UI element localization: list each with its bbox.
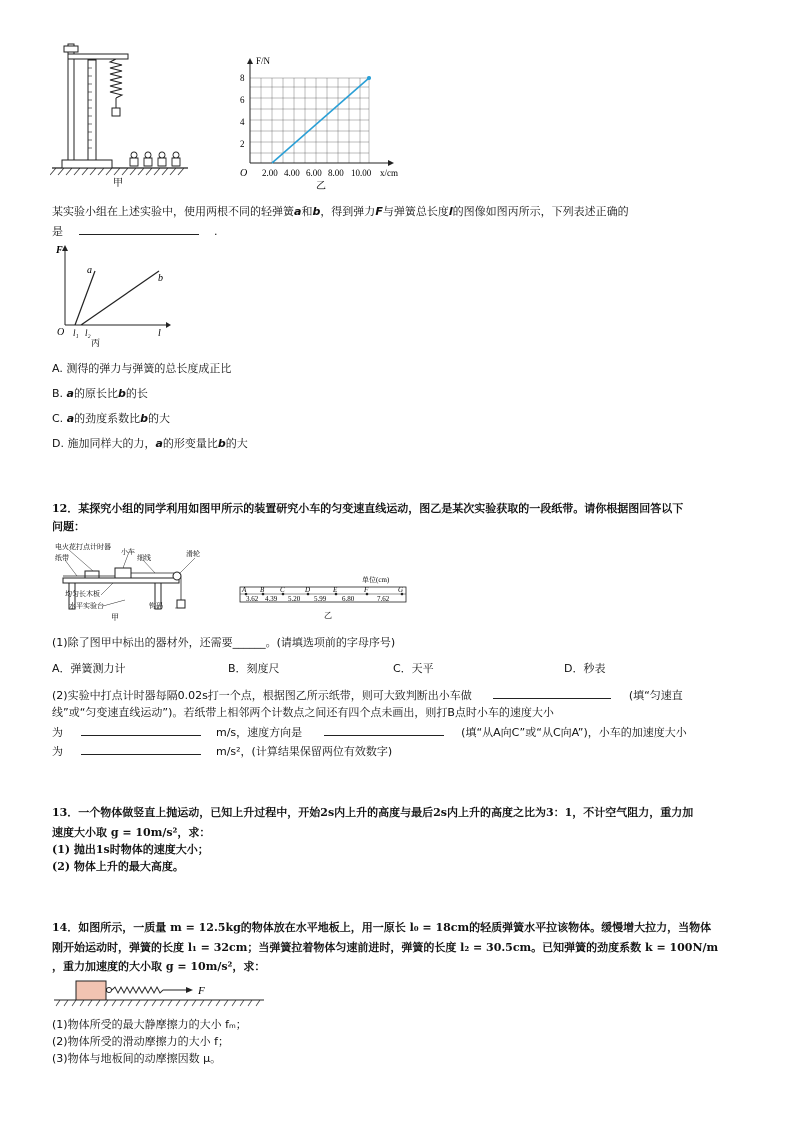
- fig-caption-jia: 甲: [113, 178, 123, 188]
- q12-motion-type-blank[interactable]: [493, 688, 611, 699]
- fig3-F: F: [56, 245, 63, 256]
- tape-point-label: A: [242, 586, 247, 594]
- graph-ylabel: F/N: [256, 56, 271, 66]
- q12-choice-a[interactable]: A．弹簧测力计: [52, 662, 126, 675]
- tape-point-label: G: [398, 586, 404, 594]
- graph-xtick: 2.00: [262, 168, 278, 178]
- q13-line1: 13．一个物体做竖直上抛运动，已知上升过程中，开始2s内上升的高度与最后2s内上升的高度之比为3：1，不计空气阻力，重力加: [52, 806, 694, 819]
- tape-distance: 4.39: [265, 595, 278, 603]
- tape-distance: 5.20: [288, 595, 301, 603]
- q11-stem-line1: 某实验小组在上述实验中，使用两根不同的轻弹簧a和b，得到弹力F与弹簧总长度l的图像如图丙所示，下列表述正确的: [52, 205, 629, 218]
- force-label: F: [198, 985, 205, 997]
- label-table: 水平实验台: [69, 602, 104, 610]
- graph-xtick: 4.00: [284, 168, 300, 178]
- fig3-l1: l₁: [73, 328, 79, 338]
- graph-xtick: 6.00: [306, 168, 322, 178]
- q11-option-b[interactable]: B. a的原长比b的长: [52, 387, 148, 400]
- graph-end-point: [367, 76, 371, 80]
- q12-sub2-line2: 线”或“匀变速直线运动”)。若纸带上相邻两个计数点之间还有四个点未画出，则打B点时小车的速度大小: [52, 706, 554, 719]
- q12-choice-b[interactable]: B．刻度尺: [228, 662, 280, 675]
- q13-line2: 速度大小取 g = 10m/s²，求：: [52, 826, 211, 839]
- q12-sub1: (1)除了图甲中标出的器材外，还需要______。(请填选项前的字母序号): [52, 636, 396, 649]
- q11-option-a[interactable]: A. 测得的弹力与弹簧的总长度成正比: [52, 362, 232, 375]
- q11-stem-line2: 是 .: [52, 225, 218, 238]
- fig-b-caption: 乙: [324, 611, 332, 620]
- graph-origin: O: [240, 168, 248, 179]
- label-timer: 电火花打点计时器: [55, 543, 111, 551]
- label-cart: 小车: [121, 548, 135, 556]
- cart-apparatus-figure: [55, 540, 220, 625]
- fig3-l2: l₂: [85, 328, 91, 338]
- graph-ytick: 8: [240, 73, 245, 83]
- fig3-b: b: [158, 273, 163, 284]
- q13-sub1: (1) 抛出1s时物体的速度大小；: [52, 843, 209, 856]
- label-weight: 钩码: [149, 602, 163, 610]
- q12-velocity-blank[interactable]: [81, 725, 201, 736]
- q14-line2: 刚开始运动时，弹簧的长度 l₁ = 32cm；当弹簧拉着物体匀速前进时，弹簧的长度 l₂ = 30.5cm。已知弹簧的劲度系数 k = 100N/m: [52, 941, 719, 954]
- graph-ytick: 2: [240, 139, 245, 149]
- q14-line3: ，重力加速度的大小取 g = 10m/s²，求：: [52, 960, 266, 973]
- tape-point-label: C: [280, 586, 285, 594]
- block-spring-figure: [52, 978, 267, 1008]
- fig3-a: a: [87, 265, 92, 276]
- q14-sub3: (3)物体与地板间的动摩擦因数 μ。: [52, 1052, 222, 1065]
- q12-stem-line1: 12．某探究小组的同学利用如图甲所示的装置研究小车的匀变速直线运动，图乙是某次实验获取的一段纸带。请你根据图回答以下: [52, 502, 684, 515]
- q12-acceleration-blank[interactable]: [81, 744, 201, 755]
- fig3-O: O: [57, 327, 65, 338]
- q14-sub2: (2)物体所受的滑动摩擦力的大小 f；: [52, 1035, 229, 1048]
- q11-option-d[interactable]: D. 施加同样大的力，a的形变量比b的大: [52, 437, 248, 450]
- q11-option-c[interactable]: C. a的劲度系数比b的大: [52, 412, 170, 425]
- graph-xtick: 8.00: [328, 168, 344, 178]
- tape-distance: 7.62: [377, 595, 390, 603]
- q12-sub2-line1: (2)实验中打点计时器每隔0.02s打一个点，根据图乙所示纸带，则可大致判断出小车做 (填“匀速直: [52, 689, 683, 702]
- q12-sub2-line4: 为 m/s²，(计算结果保留两位有效数字): [52, 745, 393, 758]
- q12-stem-line2: 问题：: [52, 520, 85, 533]
- q12-sub2-line3: 为 m/s，速度方向是 (填“从A向C”或“从C向A”)，小车的加速度大小: [52, 726, 687, 739]
- q12-direction-blank[interactable]: [324, 725, 444, 736]
- label-string: 细线: [137, 554, 151, 562]
- tape-point-label: D: [305, 586, 311, 594]
- q12-choice-c[interactable]: C．天平: [393, 662, 434, 675]
- paper-tape-figure: [236, 574, 411, 624]
- graph-data-line: [272, 78, 369, 163]
- fig-caption-yi: 乙: [316, 181, 326, 192]
- q11-answer-blank[interactable]: [79, 224, 199, 235]
- tape-unit: 单位(cm): [362, 576, 390, 584]
- q13-sub2: (2) 物体上升的最大高度。: [52, 860, 184, 873]
- graph-ytick: 4: [240, 117, 245, 127]
- q14-sub1: (1)物体所受的最大静摩擦力的大小 fₘ；: [52, 1018, 247, 1031]
- graph-xtick: 10.00: [351, 168, 372, 178]
- label-pulley: 滑轮: [186, 550, 200, 558]
- line-b: [81, 271, 159, 325]
- tape-point-label: E: [333, 586, 338, 594]
- tape-distance: 3.62: [246, 595, 259, 603]
- f-l-graph-bing: [55, 243, 175, 348]
- block: [76, 981, 106, 1000]
- spring-apparatus-figure: [50, 38, 190, 188]
- fig3-l: l: [158, 328, 161, 339]
- tape-distance: 5.99: [314, 595, 327, 603]
- graph-ytick: 6: [240, 95, 245, 105]
- label-tape: 纸带: [55, 554, 69, 562]
- force-length-graph: [238, 52, 408, 192]
- tape-distance: 6.80: [342, 595, 355, 603]
- label-board: 均匀长木板: [65, 590, 100, 598]
- q14-line1: 14．如图所示，一质量 m = 12.5kg的物体放在水平地板上，用一原长 l₀ = 18cm的轻质弹簧水平拉该物体。缓慢增大拉力，当物体: [52, 921, 712, 934]
- fig3-caption: 丙: [91, 338, 101, 348]
- graph-xlabel: x/cm: [380, 168, 398, 178]
- q12-choice-d[interactable]: D．秒表: [564, 662, 606, 675]
- fig-a-caption: 甲: [111, 613, 119, 622]
- tape-point-label: F: [364, 586, 369, 594]
- tape-point-label: B: [260, 586, 265, 594]
